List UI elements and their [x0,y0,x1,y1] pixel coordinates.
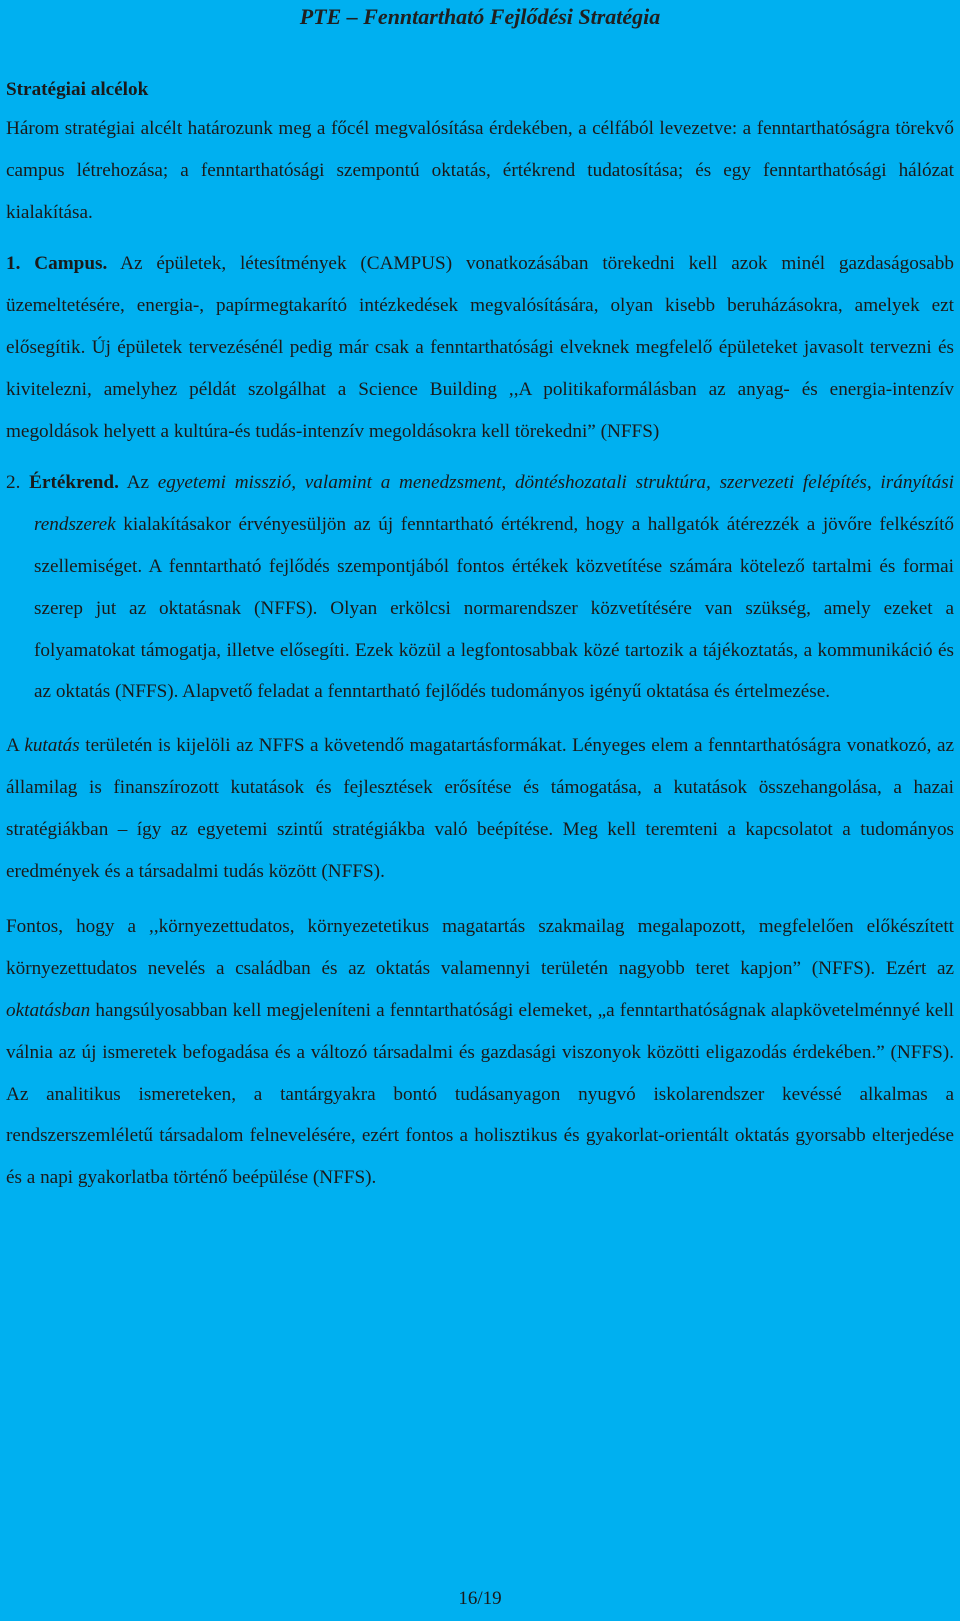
document-body [6,72,954,1199]
item-campus-label: 1. Campus. [6,253,108,275]
section-heading: Stratégiai alcélok [6,79,149,100]
paragraph-kutatas-italic: kutatás [24,735,80,757]
item-ertekrend [6,462,954,713]
item-ertekrend-label: Értékrend. [29,472,119,494]
paragraph-fontos-text-a: Fontos, hogy a ,,környezettudatos, környezetetikus magatartás szakmailag megalapozott, megfelelően előkészített környezettudatos nevelés a családban és az oktatás valamennyi területén nagyobb teret kapjon” (NFFS). Ezért az [6,916,954,980]
section-intro-text: Három stratégiai alcélt határozunk meg a főcél megvalósítása érdekében, a célfából levezetve: a fenntarthatóságra törekvő campus létrehozása; a fenntarthatósági szempontú oktatás, értékrend tudatosítása; és egy fenntarthatósági hálózat kialakítása. [6,118,954,223]
paragraph-fontos-italic: oktatásban [6,999,91,1021]
item-campus-text: Az épületek, létesítmények (CAMPUS) vonatkozásában törekedni kell azok minél gazdaságosabb üzemeltetésére, energia-, papírmegtakarító intézkedések megvalósítására, olyan kisebb beruházásokra, amelyek ezt elősegítik. Új épületek tervezésénél pedig már csak a fenntarthatósági elveknek megfelelő épületeket javasolt tervezni és kivitelezni, amelyhez példát szolgálhat a Science Building ,,A politikaformálásban az anyag- és energia-intenzív megoldások helyett a kultúra-és tudás-intenzív megoldásokra kell törekedni” (NFFS) [6,253,954,442]
item-campus [6,243,954,452]
page-footer [0,1586,960,1612]
item-ertekrend-text-b: kialakításakor érvényesüljön az új fenntartható értékrend, hogy a hallgatók átérezzék a jövőre felkészítő szellemiséget. A fenntartható fejlődés szempontjából fontos értékek közvetítése számára kötelező tartalmi és formai szerep jut az oktatásnak (NFFS). Olyan erkölcsi normarendszer közvetítésére van szükség, amely ezeket a folyamatokat támogatja, illetve elősegíti. Ezek közül a legfontosabbak közé tartozik a tájékoztatás, a kommunikáció és az oktatás (NFFS). Alapvető feladat a fenntartható fejlődés tudományos igényű oktatása és értelmezése. [34,514,954,703]
paragraph-fontos [6,906,954,1199]
paragraph-kutatas-text-b: területén is kijelöli az NFFS a követendő magatartásformákat. Lényeges elem a fenntarthatóságra vonatkozó, az államilag is finanszírozott kutatások és fejlesztések erősítése és támogatása, a kutatások összehangolása, a hazai stratégiákban – így az egyetemi szintű stratégiákba való beépítése. Meg kell teremteni a kapcsolatot a tudományos eredmények és a társadalmi tudás között (NFFS). [6,735,954,882]
page-number: 16/19 [458,1588,502,1609]
paragraph-fontos-text-b: hangsúlyosabban kell megjeleníteni a fenntarthatósági elemeket, „a fenntarthatóságnak alapkövetelménnyé kell válnia az új ismeretek befogadása és a változó társadalmi és gazdasági viszonyok közötti eligazodás érdekében.” (NFFS). Az analitikus ismereteken, a tantárgyakra bontó tudásanyagon nyugvó iskolarendszer kevéssé alkalmas a rendszerszemléletű társadalom felnevelésére, ezért fontos a holisztikus és gyakorlat-orientált oktatás gyorsabb elterjedése és a napi gyakorlatba történő beépülése (NFFS). [6,999,954,1189]
header-title: PTE – Fenntartható Fejlődési Stratégia [299,4,661,29]
paragraph-kutatas-text-a: A [6,735,25,757]
paragraph-kutatas [6,725,954,892]
item-ertekrend-italic: egyetemi misszió, valamint a menedzsment, döntéshozatali struktúra, szervezeti felépítés, irányítási rendszerek [34,472,954,536]
page-header [0,2,960,32]
item-ertekrend-number: 2. [6,472,30,494]
section-intro [6,108,954,233]
item-ertekrend-text-a: Az [118,472,158,494]
